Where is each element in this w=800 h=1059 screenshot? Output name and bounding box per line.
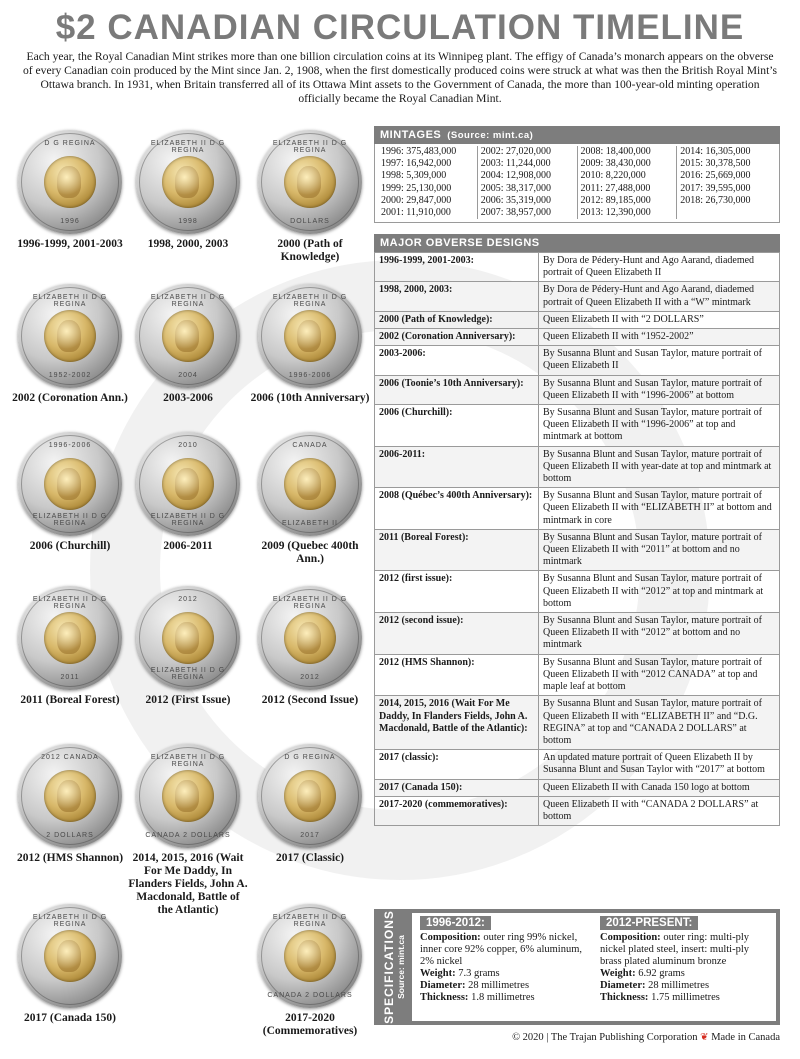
coin-image: ELIZABETH II D G REGINA CANADA 2 DOLLARS: [136, 744, 240, 848]
coin-caption: 1998, 2000, 2003: [147, 238, 229, 250]
coin-card: [10, 744, 130, 865]
coin-card: [10, 284, 130, 405]
spec-column-2012-present: 2012-PRESENT: Composition: outer ring: multi-ply nickel plated steel, insert: multi-ply brass plated aluminum bronze Weight: 6.92 grams Diameter: 28 millimetres Thickness: 1.75 millimetres: [600, 917, 750, 1003]
table-row: 2003-2006: By Susanna Blunt and Susan Taylor, mature portrait of Queen Elizabeth II: [375, 346, 780, 375]
coin-image: 2010 ELIZABETH II D G REGINA: [136, 432, 240, 536]
coin-card: [250, 586, 370, 707]
mintages-column: 2014: 16,305,000 2015: 30,378,500 2016: 25,669,000 2017: 39,595,000 2018: 26,730,000: [676, 146, 776, 219]
coin-caption: 2000 (Path of Knowledge): [277, 238, 343, 263]
page-title: $2 CANADIAN CIRCULATION TIMELINE: [55, 8, 745, 47]
spec-column-1996-2012: 1996-2012: Composition: outer ring 99% nickel, inner core 92% copper, 6% aluminum, 2% nickel Weight: 7.3 grams Diameter: 28 millimetres Thickness: 1.8 millimetres: [420, 917, 582, 1003]
coin-caption: 2012 (First Issue): [145, 694, 231, 706]
intro-paragraph: Each year, the Royal Canadian Mint strikes more than one billion circulation coins at its Winnipeg plant. The effigy of Canada’s monarch appears on the obverse of every Canadian coin produced by the Mint since Jan. 2, 1908, when the first domestically produced coins were struck at what was then the British Royal Mint’s Ottawa branch. In 1931, when Britain transferred all of its Ottawa Mint assets to the Government of Canada, the more than 100-year-old minting operation officially became the Royal Canadian Mint.: [22, 50, 778, 105]
table-row: 1998, 2000, 2003: By Dora de Pédery-Hunt and Ago Aarand, diademed portrait of Queen Elizabeth II with a “W” mintmark: [375, 282, 780, 311]
table-row: 2006 (Churchill): By Susanna Blunt and Susan Taylor, mature portrait of Queen Elizabeth II with “1996-2006” at top and mintmark at bottom: [375, 405, 780, 447]
coin-caption: 2017 (Classic): [275, 852, 345, 864]
coin-image: ELIZABETH II D G REGINA CANADA 2 DOLLARS: [258, 904, 362, 1008]
coin-caption: 2017-2020 (Commemoratives): [262, 1012, 358, 1037]
maple-leaf-icon: ❦: [700, 1032, 709, 1043]
coin-image: CANADA ELIZABETH II: [258, 432, 362, 536]
table-row: 2006-2011: By Susanna Blunt and Susan Taylor, mature portrait of Queen Elizabeth II with year-date at top and mintmark at bottom: [375, 446, 780, 488]
specifications-body: [412, 913, 776, 1021]
mintages-column: 2008: 18,400,000 2009: 38,430,000 2010: 8,220,000 2011: 27,488,000 2012: 89,185,000 2013: 12,390,000: [577, 146, 677, 219]
coin-image: 2012 ELIZABETH II D G REGINA: [136, 586, 240, 690]
coin-card: [250, 904, 370, 1038]
coin-image: ELIZABETH II D G REGINA 2011: [18, 586, 122, 690]
table-row: 2011 (Boreal Forest): By Susanna Blunt and Susan Taylor, mature portrait of Queen Elizabeth II with “2011” at bottom and no mintmark: [375, 529, 780, 571]
coin-card: [128, 586, 248, 707]
specifications-side-label: SPECIFICATIONS Source: mint.ca: [382, 910, 407, 1024]
table-row: 2008 (Québec’s 400th Anniversary): By Susanna Blunt and Susan Taylor, mature portrait of Queen Elizabeth II with “ELIZABETH II” at bottom and mintmark in core: [375, 488, 780, 530]
table-row: 2012 (HMS Shannon): By Susanna Blunt and Susan Taylor, mature portrait of Queen Elizabeth II with “2012 CANADA” at top and maple leaf at bottom: [375, 654, 780, 696]
copyright-text: © 2020 | The Trajan Publishing Corporation: [512, 1032, 698, 1043]
coin-image: ELIZABETH II D G REGINA 2012: [258, 586, 362, 690]
table-row: 2012 (first issue): By Susanna Blunt and Susan Taylor, mature portrait of Queen Elizabeth II with “2012” at top and mintmark at bottom: [375, 571, 780, 613]
coin-image: ELIZABETH II D G REGINA 2004: [136, 284, 240, 388]
table-row: 2006 (Toonie’s 10th Anniversary): By Susanna Blunt and Susan Taylor, mature portrait of Queen Elizabeth II with “1996-2006” at bottom: [375, 375, 780, 404]
coin-card: [10, 586, 130, 707]
coin-card: [128, 432, 248, 553]
table-row: 2000 (Path of Knowledge): Queen Elizabeth II with “2 DOLLARS”: [375, 311, 780, 328]
coin-card: [128, 744, 248, 917]
coin-caption: 2006-2011: [163, 540, 213, 552]
coin-caption: 2014, 2015, 2016 (Wait For Me Daddy, In Flanders Fields, John A. Macdonald, Battle of the Atlantic): [128, 852, 248, 916]
table-row: 2014, 2015, 2016 (Wait For Me Daddy, In Flanders Fields, John A. Macdonald, Battle of the Atlantic): By Susanna Blunt and Susan Taylor, mature portrait of Queen Elizabeth II with “ELIZABETH II” and “D.G. REGINA” at top and “CANADA 2 DOLLARS” at bottom: [375, 696, 780, 750]
coin-card: [128, 130, 248, 251]
coin-card: [250, 130, 370, 264]
made-in-canada-text: Made in Canada: [711, 1032, 780, 1043]
table-row: 2017 (classic): An updated mature portrait of Queen Elizabeth II by Susanna Blunt and Susan Taylor with “2017” at bottom: [375, 750, 780, 779]
coin-caption: 2009 (Quebec 400th Ann.): [261, 540, 359, 565]
mintages-column: 1996: 375,483,000 1997: 16,942,000 1998: 5,309,000 1999: 25,130,000 2000: 29,847,000 2001: 11,910,000: [381, 146, 457, 219]
coin-card: [250, 744, 370, 865]
coin-image: D G REGINA 2017: [258, 744, 362, 848]
coin-card: [10, 432, 130, 553]
mintages-column: 2002: 27,020,000 2003: 11,244,000 2004: 12,908,000 2005: 38,317,000 2006: 35,319,000 2007: 38,957,000: [477, 146, 577, 219]
designs-header: MAJOR OBVERSE DESIGNS: [374, 234, 780, 252]
coin-card: [128, 284, 248, 405]
coin-image: ELIZABETH II D G REGINA DOLLARS: [258, 130, 362, 234]
coin-image: ELIZABETH II D G REGINA: [18, 904, 122, 1008]
coin-image: ELIZABETH II D G REGINA 1996-2006: [258, 284, 362, 388]
coin-image: ELIZABETH II D G REGINA 1998: [136, 130, 240, 234]
coin-caption: 2003-2006: [163, 392, 213, 404]
coin-card: [250, 284, 370, 405]
coin-caption: 2002 (Coronation Ann.): [12, 392, 128, 404]
table-row: 1996-1999, 2001-2003: By Dora de Pédery-Hunt and Ago Aarand, diademed portrait of Queen Elizabeth II: [375, 253, 780, 282]
table-row: 2017 (Canada 150): Queen Elizabeth II with Canada 150 logo at bottom: [375, 779, 780, 796]
coin-caption: 2006 (Churchill): [29, 540, 111, 552]
designs-panel: [374, 234, 780, 826]
coin-caption: 2012 (Second Issue): [261, 694, 359, 706]
coin-caption: 2012 (HMS Shannon): [16, 852, 124, 864]
coin-image: ELIZABETH II D G REGINA 1952-2002: [18, 284, 122, 388]
coin-card: [10, 904, 130, 1025]
mintages-header: MINTAGES (Source: mint.ca): [374, 126, 780, 144]
coin-image: 2012 CANADA 2 DOLLARS: [18, 744, 122, 848]
coin-image: D G REGINA 1996: [18, 130, 122, 234]
coin-card: [250, 432, 370, 566]
table-row: 2002 (Coronation Anniversary): Queen Elizabeth II with “1952-2002”: [375, 329, 780, 346]
coin-caption: 1996-1999, 2001-2003: [17, 238, 123, 250]
coin-image: 1996-2006 ELIZABETH II D G REGINA: [18, 432, 122, 536]
table-row: 2012 (second issue): By Susanna Blunt and Susan Taylor, mature portrait of Queen Elizabeth II with “2012” at bottom and no mintmark: [375, 613, 780, 655]
table-row: 2017-2020 (commemoratives): Queen Elizabeth II with “CANADA 2 DOLLARS” at bottom: [375, 796, 780, 825]
coin-caption: 2006 (10th Anniversary): [250, 392, 370, 404]
coin-caption: 2017 (Canada 150): [23, 1012, 116, 1024]
coin-caption: 2011 (Boreal Forest): [20, 694, 120, 706]
footer: [480, 1032, 780, 1043]
coin-card: [10, 130, 130, 251]
specifications-panel: [374, 909, 780, 1025]
designs-table: [374, 252, 780, 826]
mintages-table: [374, 144, 780, 223]
mintages-panel: [374, 126, 780, 223]
coin-grid: [8, 126, 370, 1056]
